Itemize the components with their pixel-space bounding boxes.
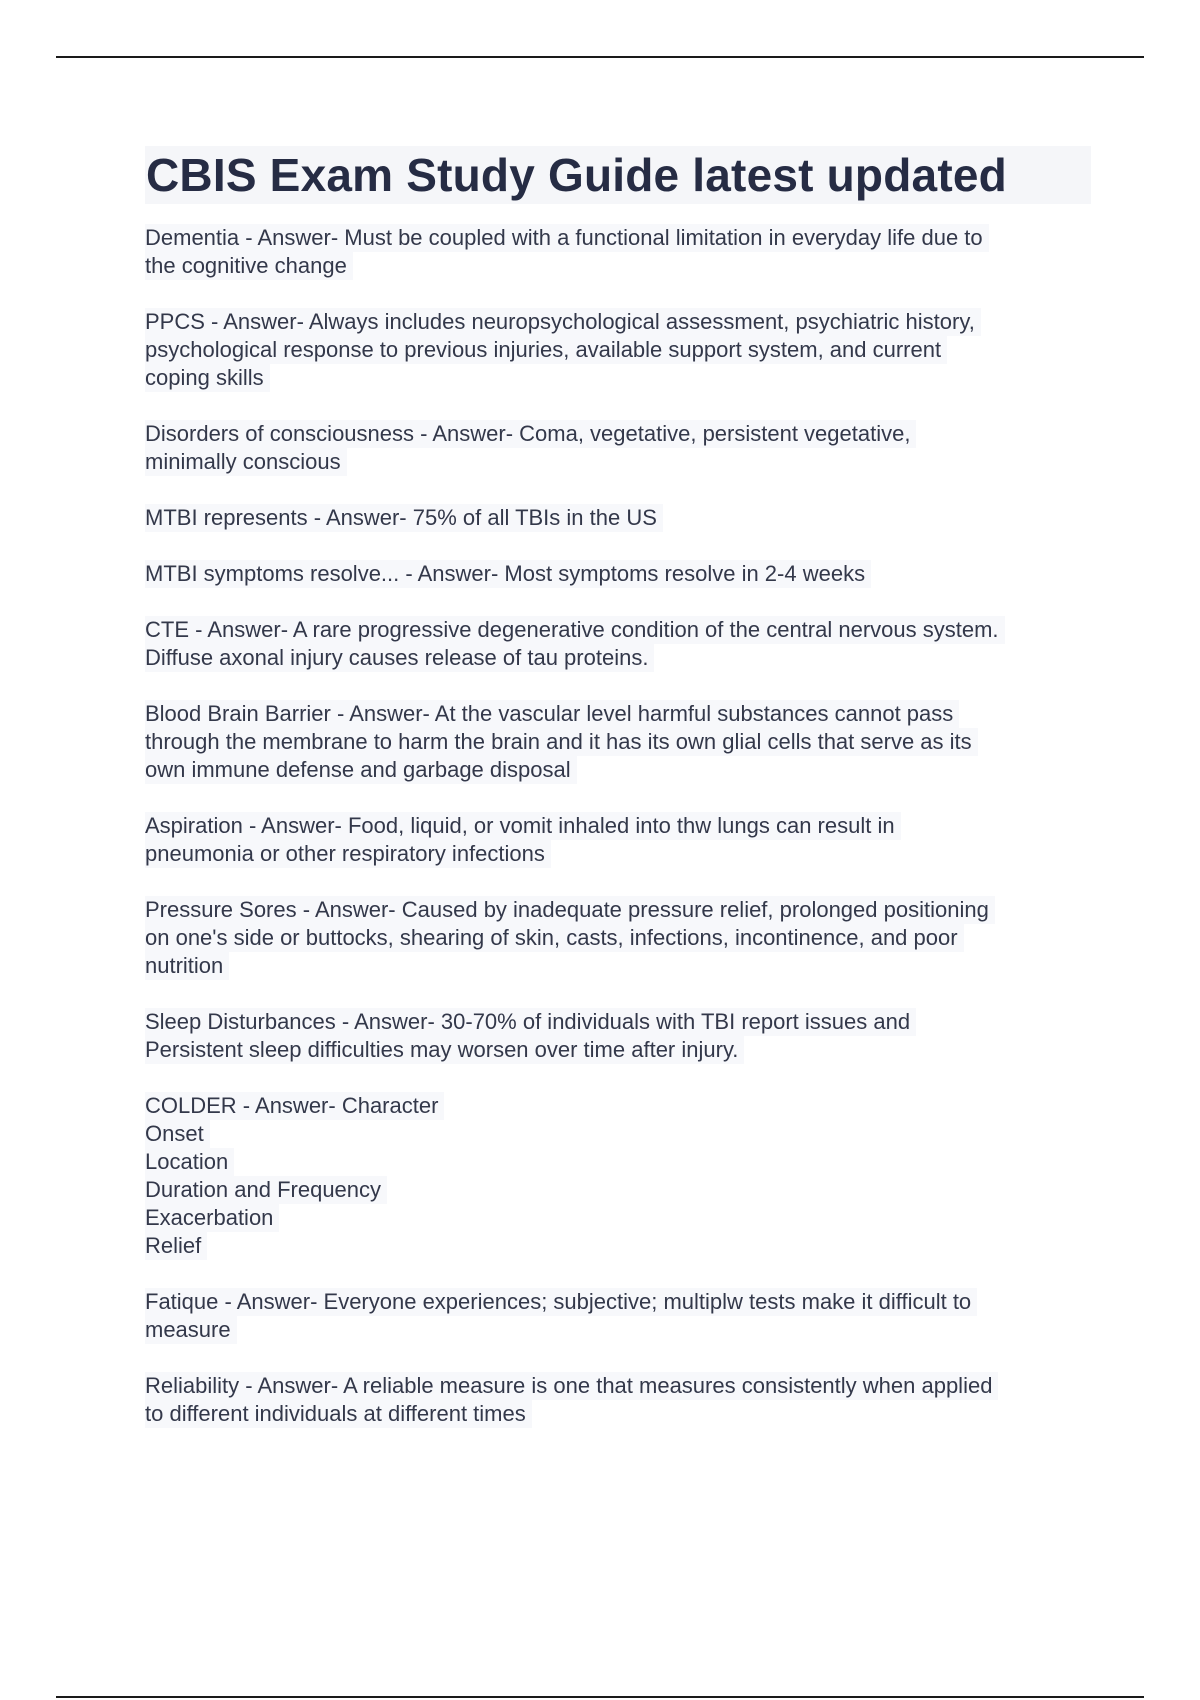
study-entry	[145, 1372, 1091, 1428]
study-entry	[145, 224, 1091, 280]
entry-line: CTE - Answer- A rare progressive degenerative condition of the central nervous system.	[145, 616, 1005, 644]
page-title: CBIS Exam Study Guide latest updated	[146, 149, 1007, 201]
entry-line: Onset	[145, 1120, 210, 1148]
entry-line: PPCS - Answer- Always includes neuropsychological assessment, psychiatric history,	[145, 308, 981, 336]
study-entry	[145, 560, 1091, 588]
page-content	[145, 146, 1091, 1456]
entry-line: Dementia - Answer- Must be coupled with a functional limitation in everyday life due to	[145, 224, 989, 252]
bottom-divider	[56, 1696, 1144, 1698]
entry-line: Location	[145, 1148, 234, 1176]
entry-line: measure	[145, 1316, 237, 1344]
study-entry	[145, 616, 1091, 672]
entry-line: to different individuals at different times	[145, 1400, 532, 1428]
study-entry	[145, 504, 1091, 532]
entry-line: COLDER - Answer- Character	[145, 1092, 444, 1120]
entry-line: Relief	[145, 1232, 207, 1260]
study-entry	[145, 1008, 1091, 1064]
entry-line: Reliability - Answer- A reliable measure is one that measures consistently when applied	[145, 1372, 998, 1400]
entry-line: nutrition	[145, 952, 229, 980]
entry-line: pneumonia or other respiratory infections	[145, 840, 551, 868]
entry-line: Persistent sleep difficulties may worsen over time after injury.	[145, 1036, 744, 1064]
entry-line: MTBI represents - Answer- 75% of all TBIs in the US	[145, 504, 663, 532]
study-entry	[145, 1092, 1091, 1260]
entry-line: coping skills	[145, 364, 270, 392]
study-entry	[145, 700, 1091, 784]
study-entry	[145, 1288, 1091, 1344]
entry-line: on one's side or buttocks, shearing of skin, casts, infections, incontinence, and poor	[145, 924, 964, 952]
entry-line: psychological response to previous injuries, available support system, and current	[145, 336, 947, 364]
entry-line: Aspiration - Answer- Food, liquid, or vomit inhaled into thw lungs can result in	[145, 812, 901, 840]
study-entry	[145, 896, 1091, 980]
entry-line: Blood Brain Barrier - Answer- At the vascular level harmful substances cannot pass	[145, 700, 959, 728]
study-entry	[145, 812, 1091, 868]
entry-line: Duration and Frequency	[145, 1176, 387, 1204]
entry-line: MTBI symptoms resolve... - Answer- Most symptoms resolve in 2-4 weeks	[145, 560, 871, 588]
study-entry	[145, 420, 1091, 476]
entry-line: Disorders of consciousness - Answer- Coma, vegetative, persistent vegetative,	[145, 420, 916, 448]
entry-line: own immune defense and garbage disposal	[145, 756, 577, 784]
entry-list	[145, 224, 1091, 1428]
entry-line: the cognitive change	[145, 252, 353, 280]
study-entry	[145, 308, 1091, 392]
title-band	[145, 146, 1091, 204]
entry-line: minimally conscious	[145, 448, 347, 476]
entry-line: Sleep Disturbances - Answer- 30-70% of individuals with TBI report issues and	[145, 1008, 916, 1036]
entry-line: Fatique - Answer- Everyone experiences; subjective; multiplw tests make it difficult to	[145, 1288, 977, 1316]
entry-line: Diffuse axonal injury causes release of tau proteins.	[145, 644, 654, 672]
entry-line: Exacerbation	[145, 1204, 279, 1232]
entry-line: Pressure Sores - Answer- Caused by inadequate pressure relief, prolonged positioning	[145, 896, 995, 924]
top-divider	[56, 56, 1144, 58]
entry-line: through the membrane to harm the brain and it has its own glial cells that serve as its	[145, 728, 978, 756]
